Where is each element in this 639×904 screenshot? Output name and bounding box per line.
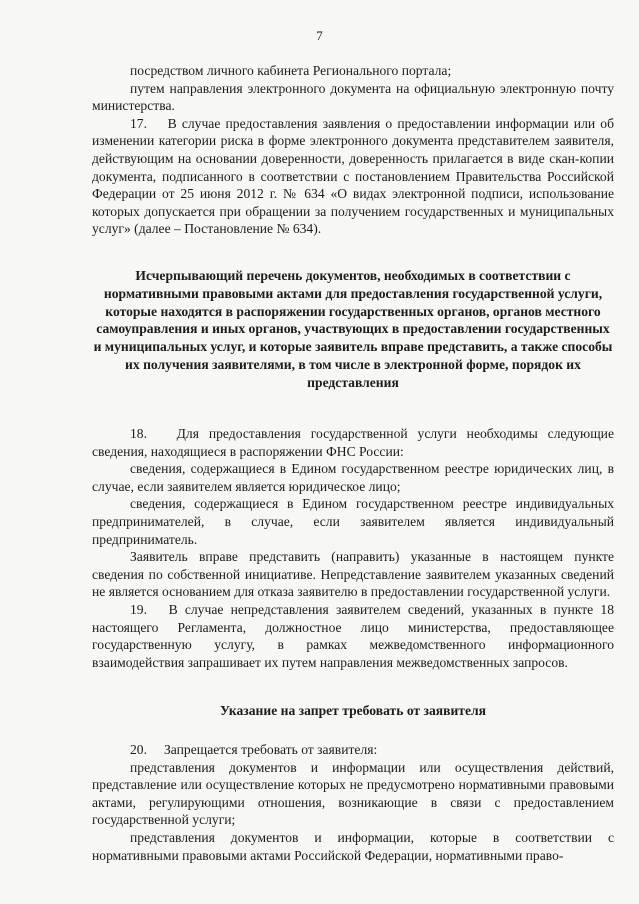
paragraph: сведения, содержащиеся в Едином государственном реестре индивидуальных предпринимателей, в случае, если заявителем является индивидуальный предприниматель. xyxy=(92,496,614,547)
paragraph: путем направления электронного документа на официальную электронную почту министерства. xyxy=(92,80,614,114)
paragraph: 17. В случае предоставления заявления о предоставлении информации или об изменении категории риска в форме электронного документа представителем заявителя, действующим на основании доверенности, доверенность прилагается в виде скан-копии документа, подписанного в соответствии с постановлением Правительства Российской Федерации от 25 июня 2012 г. № 634 «О видах электронной подписи, использование которых допускается при обращении за получением государственных и муниципальных услуг» (далее – Постановление № 634). xyxy=(92,115,614,237)
paragraph: посредством личного кабинета Регионального портала; xyxy=(130,63,452,78)
section-heading-prohibition xyxy=(92,702,614,720)
paragraph: 18. Для предоставления государственной услуги необходимы следующие сведения, находящиеся в распоряжении ФНС России: xyxy=(92,426,614,459)
paragraph: 20. Запрещается требовать от заявителя: xyxy=(130,742,378,757)
paragraph: представления документов и информации, которые в соответствии с нормативными правовыми актами Российской Федерации, нормативными право- xyxy=(92,829,614,863)
section-heading-documents xyxy=(92,267,614,392)
heading-text: Указание на запрет требовать от заявителя xyxy=(220,703,486,718)
paragraph: Заявитель вправе представить (направить) указанные в настоящем пункте сведения по собственной инициативе. Непредставление заявителем указанных сведений не является основанием для отказа заявителю в предоставлении государственной услуги. xyxy=(92,549,614,600)
text-block-2 xyxy=(92,425,614,671)
paragraph: представления документов и информации или осуществления действий, представление или осуществление которых не предусмотрено нормативными правовыми актами, регулирующими отношения, возникающие в связи с предоставлением государственной услуги; xyxy=(92,759,614,828)
text-block-1 xyxy=(92,62,614,238)
paragraph: сведения, содержащиеся в Едином государственном реестре юридических лиц, в случае, если заявителем является юридическое лицо; xyxy=(92,461,614,494)
page-number: 7 xyxy=(316,28,323,43)
heading-text: Исчерпывающий перечень документов, необходимых в соответствии с нормативными правовыми актами для предоставления государственной услуги, которые находятся в распоряжении государственных органов, органов местного самоуправления и иных органов, участвующих в предоставлении государственных и муниципальных услуг, и которые заявитель вправе представить, а также способы их получения заявителями, в том числе в электронной форме, порядок их представления xyxy=(93,268,613,390)
paragraph: 19. В случае непредставления заявителем сведений, указанных в пункте 18 настоящего Регламента, должностное лицо министерства, предоставляющее государственную услугу, в рамках межведомственного информационного взаимодействия запрашивает их путем направления межведомственных запросов. xyxy=(92,601,614,670)
text-block-3 xyxy=(92,741,614,864)
